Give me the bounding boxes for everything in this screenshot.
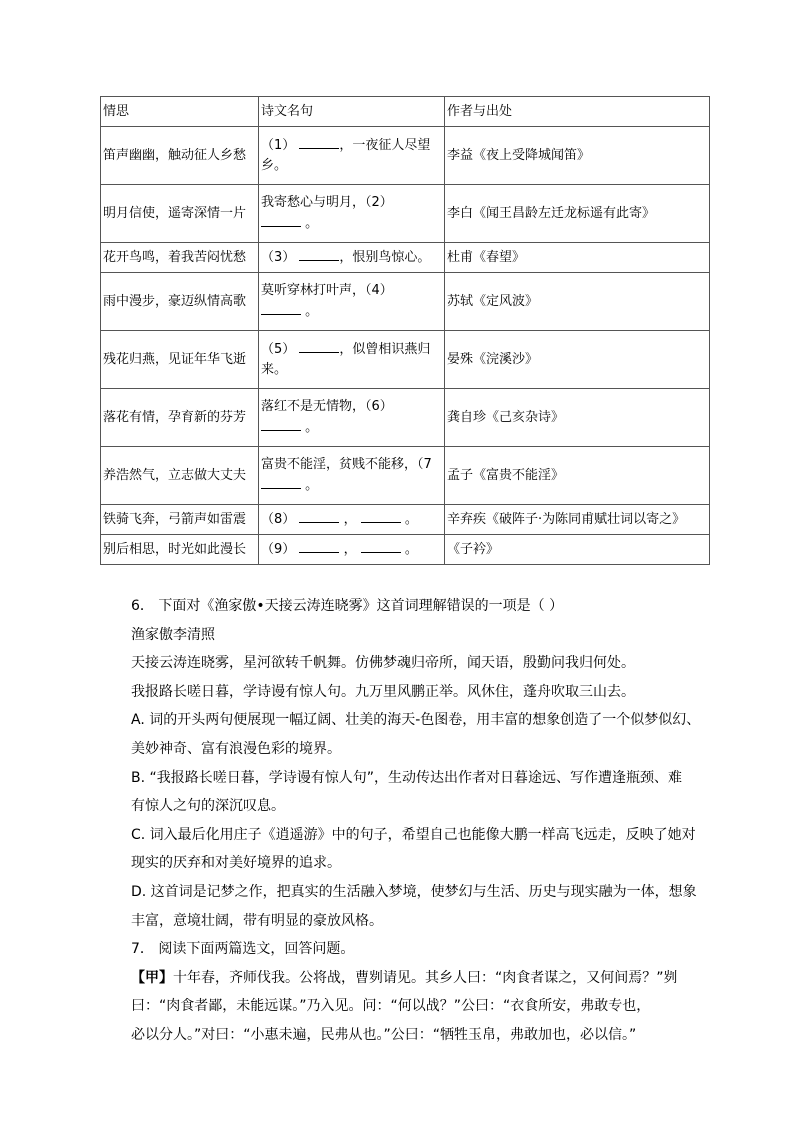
- answer-blank: [261, 475, 301, 489]
- header-lines: 诗文名句: [259, 97, 445, 127]
- answer-blank: [299, 339, 339, 353]
- mood-cell: 落花有情，孕育新的芬芳: [101, 389, 259, 447]
- mood-cell: 雨中漫步，豪迈纵情高歌: [101, 273, 259, 331]
- line-part: 。: [305, 420, 319, 435]
- source-cell: 龚自珍《己亥杂诗》: [445, 389, 710, 447]
- answer-blank: [299, 247, 339, 261]
- answer-blank: [299, 539, 339, 553]
- line-part: （1）: [261, 138, 296, 153]
- mood-cell: 养浩然气，立志做大丈夫: [101, 447, 259, 505]
- lines-cell: [259, 505, 445, 535]
- option-d-cont: 丰富，意境壮阔，带有明显的豪放风格。: [131, 912, 383, 929]
- mood-cell: 铁骑飞奔，弓箭声如雷震: [101, 505, 259, 535]
- table-header-row: [101, 97, 710, 127]
- line-part: 。: [305, 216, 319, 231]
- mood-cell: 明月信使，遥寄深情一片: [101, 185, 259, 243]
- line-part: ，: [343, 512, 357, 527]
- table-row: [101, 243, 710, 273]
- answer-blank: [361, 509, 401, 523]
- line-part: ，: [343, 542, 357, 557]
- table-row: [101, 331, 710, 389]
- line-part: ，恨别鸟惊心。: [339, 250, 431, 265]
- lines-cell: [259, 273, 445, 331]
- line-part: 落红不是无情物，（6）: [261, 399, 393, 414]
- header-mood: 情思: [101, 97, 259, 127]
- answer-blank: [299, 135, 339, 149]
- lines-cell: [259, 127, 445, 185]
- poem-line: 我报路长嗟日暮，学诗谩有惊人句。九万里风鹏正举。风休住，蓬舟吹取三山去。: [131, 683, 635, 700]
- option-c: C. 词入最后化用庄子《逍遥游》中的句子，希望自己也能像大鹏一样高飞远走，反映了她对: [131, 826, 696, 843]
- table-row: [101, 185, 710, 243]
- question-body: [131, 592, 701, 1050]
- option-a-cont: 美妙神奇、富有浪漫色彩的境界。: [131, 740, 341, 757]
- lines-cell: [259, 447, 445, 505]
- table-row: [101, 127, 710, 185]
- line-part: ，一夜征人尽望: [339, 138, 431, 153]
- lines-cell: [259, 535, 445, 565]
- option-b-cont: 有惊人之句的深沉叹息。: [131, 798, 285, 815]
- answer-blank: [361, 539, 401, 553]
- passage-jia-line: [131, 964, 701, 993]
- source-cell: 李益《夜上受降城闻笛》: [445, 127, 710, 185]
- table-row: [101, 273, 710, 331]
- header-source: 作者与出处: [445, 97, 710, 127]
- q6-stem: 6． 下面对《渔家傲•天接云涛连晓雾》这首词理解错误的一项是（ ）: [131, 598, 564, 614]
- line-part: （8）: [261, 512, 296, 527]
- answer-blank: [261, 213, 301, 227]
- answer-blank: [261, 301, 301, 315]
- option-d: D. 这首词是记梦之作，把真实的生活融入梦境，使梦幻与生活、历史与现实融为一体，想象: [131, 883, 697, 900]
- line-part: （9）: [261, 542, 296, 557]
- lines-cell: [259, 331, 445, 389]
- passage-jia-line: 曰：“肉食者鄙，未能远谋。”乃入见。问：“何以战？”公曰：“衣食所安，弗敢专也，: [131, 998, 651, 1015]
- passage-jia-label: 【甲】: [131, 969, 173, 986]
- q7-stem: 7． 阅读下面两篇选文，回答问题。: [131, 941, 355, 958]
- mood-cell: 笛声幽幽，触动征人乡愁: [101, 127, 259, 185]
- line-part: 来。: [261, 362, 288, 377]
- lines-cell: [259, 243, 445, 273]
- lines-cell: [259, 389, 445, 447]
- line-part: 富贵不能淫，贫贱不能移，（7: [261, 457, 432, 472]
- source-cell: 李白《闻王昌龄左迁龙标遥有此寄》: [445, 185, 710, 243]
- option-c-cont: 现实的厌弃和对美好境界的追求。: [131, 855, 341, 872]
- poem-title: 渔家傲李清照: [131, 626, 215, 643]
- answer-blank: [261, 417, 301, 431]
- source-cell: 杜甫《春望》: [445, 243, 710, 273]
- mood-cell: 花开鸟鸣，着我苦闷忧愁: [101, 243, 259, 273]
- line-part: 。: [305, 478, 319, 493]
- line-part: 。: [305, 304, 319, 319]
- line-part: 。: [404, 512, 418, 527]
- mood-cell: 别后相思，时光如此漫长: [101, 535, 259, 565]
- answer-blank: [299, 509, 339, 523]
- mood-cell: 残花归燕，见证年华飞逝: [101, 331, 259, 389]
- line-part: ，似曾相识燕归: [339, 342, 431, 357]
- poem-table: [100, 96, 710, 565]
- table-row: [101, 447, 710, 505]
- table-row: [101, 535, 710, 565]
- table-row: [101, 505, 710, 535]
- line-part: （3）: [261, 250, 296, 265]
- passage-jia-line: 必以分人。”对曰：“小惠未遍，民弗从也。”公曰：“牺牲玉帛，弗敢加也，必以信。”: [131, 1026, 637, 1043]
- source-cell: 《子衿》: [445, 535, 710, 565]
- option-a: A. 词的开头两句便展现一幅辽阔、壮美的海天-色图卷，用丰富的想象创造了一个似梦似幻、: [131, 712, 701, 729]
- line-part: 乡。: [261, 158, 288, 173]
- source-cell: 苏轼《定风波》: [445, 273, 710, 331]
- source-cell: 孟子《富贵不能淫》: [445, 447, 710, 505]
- option-b: B. “我报路长嗟日暮，学诗谩有惊人句”，生动传达出作者对日暮途远、写作遭逢瓶颈、难: [131, 769, 683, 786]
- source-cell: 晏殊《浣溪沙》: [445, 331, 710, 389]
- line-part: 。: [404, 542, 418, 557]
- poem-line: 天接云涛连晓雾，星河欲转千帆舞。仿佛梦魂归帝所，闻天语，殷勤问我归何处。: [131, 655, 635, 672]
- line-part: 我寄愁心与明月，（2）: [261, 195, 393, 210]
- source-cell: 辛弃疾《破阵子·为陈同甫赋壮词以寄之》: [445, 505, 710, 535]
- lines-cell: [259, 185, 445, 243]
- passage-text: 十年春，齐师伐我。公将战，曹刿请见。其乡人曰：“肉食者谋之，又何间焉？”刿: [173, 969, 678, 986]
- line-part: （5）: [261, 342, 296, 357]
- table-row: [101, 389, 710, 447]
- line-part: 莫听穿林打叶声，（4）: [261, 283, 393, 298]
